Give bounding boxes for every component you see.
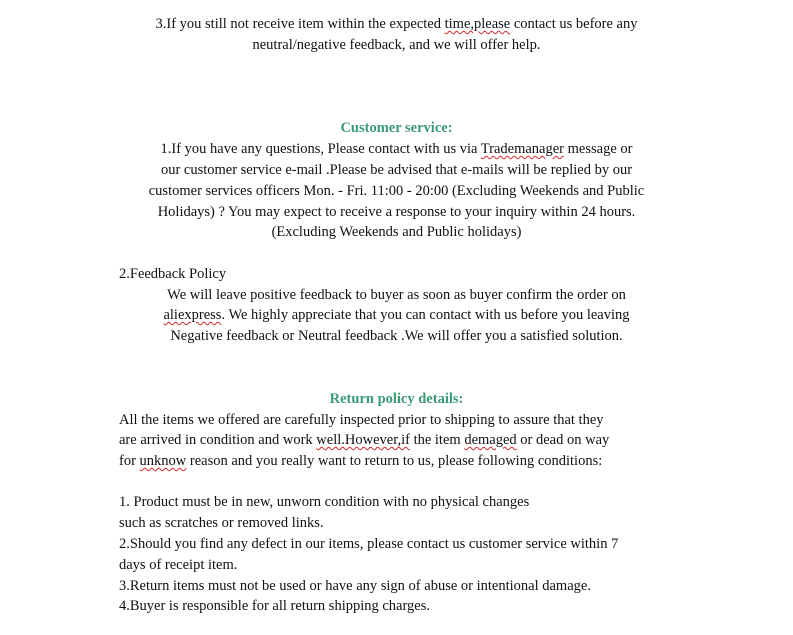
feedback-policy-title: 2.Feedback Policy: [119, 266, 227, 282]
return-policy-heading: Return policy details:: [329, 391, 464, 407]
spellcheck-word: well.However,if: [316, 432, 410, 448]
return-policy-line-2: are arrived in condition and work well.However,if the item demaged or dead on way: [119, 432, 610, 448]
intro-line-2: neutral/negative feedback, and we will offer help.: [252, 37, 541, 53]
spellcheck-word: time,please: [444, 16, 511, 32]
feedback-policy-line-3: Negative feedback or Neutral feedback .We will offer you a satisfied solution.: [170, 328, 623, 344]
customer-service-heading: Customer service:: [340, 120, 453, 136]
spellcheck-word: aliexpress: [163, 307, 222, 323]
return-condition-3: 3.Return items must not be used or have any sign of abuse or intentional damage.: [119, 578, 591, 594]
intro-line-1: 3.If you still not receive item within the expected time,please contact us before any: [155, 16, 638, 32]
feedback-policy-line-1: We will leave positive feedback to buyer as soon as buyer confirm the order on: [167, 287, 626, 303]
return-policy-line-1: All the items we offered are carefully inspected prior to shipping to assure that they: [119, 412, 604, 428]
customer-service-line-3: customer services officers Mon. - Fri. 11:00 - 20:00 (Excluding Weekends and Public: [148, 183, 645, 199]
customer-service-line-1: 1.If you have any questions, Please contact with us via Trademanager message or: [160, 141, 633, 157]
return-condition-4: 4.Buyer is responsible for all return shipping charges.: [119, 598, 431, 614]
return-policy-line-3: for unknow reason and you really want to return to us, please following conditions:: [119, 453, 603, 469]
feedback-policy-line-2: aliexpress. We highly appreciate that you can contact with us before you leaving: [163, 307, 630, 323]
spellcheck-word: demaged: [464, 432, 517, 448]
customer-service-line-5: (Excluding Weekends and Public holidays): [271, 224, 522, 240]
spellcheck-word: Trademanager: [480, 141, 565, 157]
return-condition-1-line-2: such as scratches or removed links.: [119, 515, 324, 531]
customer-service-line-2: our customer service e-mail .Please be advised that e-mails will be replied by our: [160, 162, 633, 178]
return-condition-2-line-2: days of receipt item.: [119, 557, 238, 573]
return-condition-2-line-1: 2.Should you find any defect in our items, please contact us customer service within 7: [119, 536, 619, 552]
spellcheck-word: unknow: [139, 453, 187, 469]
return-condition-1-line-1: 1. Product must be in new, unworn condition with no physical changes: [119, 494, 530, 510]
customer-service-line-4: Holidays) ? You may expect to receive a response to your inquiry within 24 hours.: [157, 204, 636, 220]
